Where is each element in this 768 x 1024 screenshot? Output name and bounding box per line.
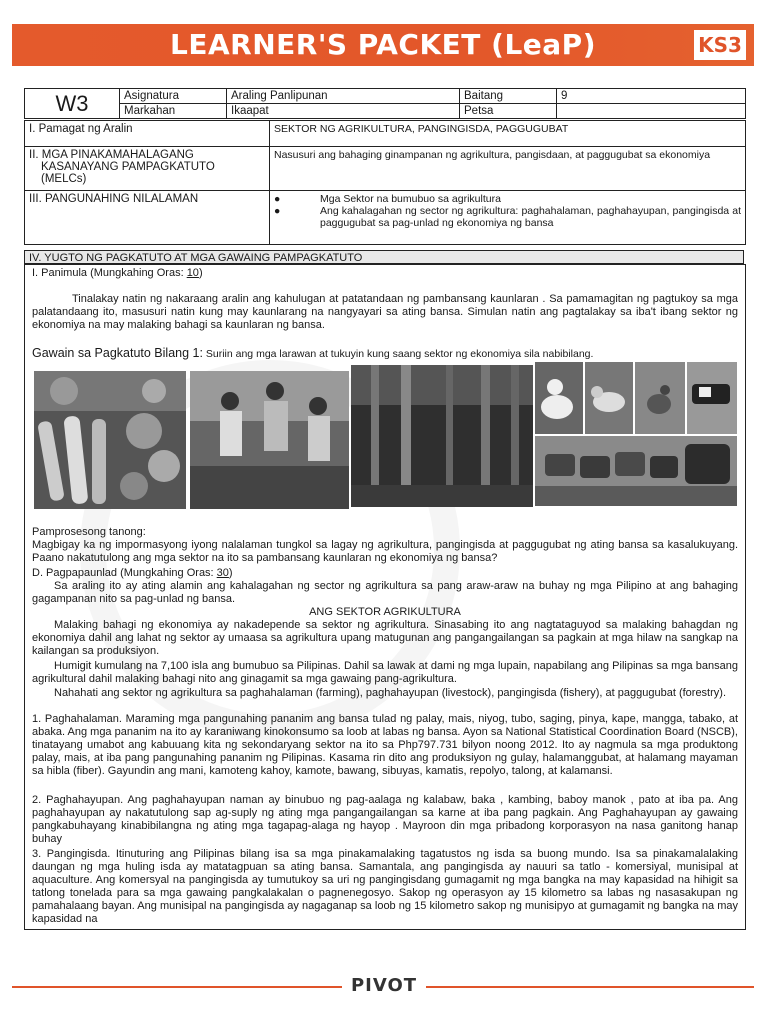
cattle-herd-photo — [535, 436, 737, 506]
paragraph-3: Nahahati ang sektor ng agrikultura sa paghahalaman (farming), paghahayupan (livestock), pangingisda (fishery), at paggugubat (forestry). — [54, 687, 726, 699]
item-pangingisda: 3. Pangingisda. Itinuturing ang Pilipinas bilang isa sa mga pinakamalaking tagatustos ng isda sa buong mundo. Isa sa pinakamalalaking daungan ng mga huling isda ay matatagpuan sa ating bansa. Samantala, ang pangingisda ay nauuri sa tatlo - komersiyal, munisipal at aquaculture. Ang komersyal na pangingisda ay tumutukoy sa uri ng pangingisdang gumagamit ng mga bangka na may kapasidad na hihigit sa tatlong tonelada para sa mga gawaing pangkalakalan o pagnenegosyo. Sakop ng operasyon ay 15 kilometro sa labas ng nasasakupan ng pamahalaang bayan. Ang munisipal na pangingisda ay nagaganap sa loob ng 15 kilometro sakop ng munisipyo at gumagamit ng bangka na may kapasidad na — [32, 848, 738, 925]
chickens-photo — [635, 362, 685, 434]
nilalaman-item: ● Ang kahalagahan ng sector ng agrikultura: paghahalaman, paghahayupan, pangingisda at paggugubat sa pag-unlad ng ekonomiya ng bansa — [274, 205, 741, 229]
goats-photo — [585, 362, 633, 434]
pamprosesong-label: Pamprosesong tanong: — [32, 526, 146, 538]
footer-line-left — [12, 986, 342, 988]
nilalaman-label: III. PANGUNAHING NILALAMAN — [25, 191, 270, 245]
header-banner — [12, 24, 754, 66]
farmers-photo — [190, 371, 349, 509]
nilalaman-item: ● Mga Sektor na bumubuo sa agrikultura — [274, 193, 501, 205]
pivot-logo: PIVOT — [350, 975, 418, 996]
asignatura-value: Araling Panlipunan — [227, 89, 460, 104]
asignatura-label: Asignatura — [120, 89, 227, 104]
footer-line-right — [426, 986, 754, 988]
paragraph-1: Malaking bahagi ng ekonomiya ay nakadepende sa sektor ng agrikultura. Sinasabing ito ang nagtataguyod sa malaking bahagdan ng ekonomiya dahil ang lahat ng sektor ay umaasa sa agrikultura upang matugunan ang pangangailangan sa pagkain at mga hilaw na sangkap na kailangan sa produksiyon. — [32, 619, 738, 657]
packet-title: LEARNER'S PACKET (LeaP) — [170, 28, 596, 61]
info-table — [24, 88, 746, 119]
vegetables-photo — [34, 371, 186, 509]
item-paghahayupan: 2. Paghahayupan. Ang paghahayupan naman ay binubuo ng pag-aalaga ng kalabaw, baka , kambing, baboy manok , pato at iba pa. Ang paghahayupan ay nakatutulong sap ag-suply ng ating mga pangangailangan sa karne at iba pang pagkain. Ang Paghahayupan ay gawaing pangkabuhayang kinabibilangna ng ating mga tagapag-alaga ng hayop . Mayroon din mga pribadong korporasyon na nasa ganitong hanap buhay — [32, 794, 738, 845]
markahan-label: Markahan — [120, 104, 227, 119]
key-stage-badge: KS3 — [694, 30, 746, 60]
pamagat-label: I. Pamagat ng Aralin — [25, 121, 270, 147]
petsa-value — [557, 104, 746, 119]
pagpapaunlad-paragraph: Sa araling ito ay ating alamin ang kahalagahan ng sector ng agrikultura sa pang araw-araw na buhay ng mga Pilipino at ang bahaging gagampanan nito sa pag-unlad ng bansa. — [32, 580, 738, 605]
baitang-value: 9 — [557, 89, 746, 104]
melcs-label: II. MGA PINAKAMAHALAGANG KASANAYANG PAMPAGKATUTO (MELCs) — [25, 147, 270, 191]
melcs-value: Nasusuri ang bahaging ginampanan ng agrikultura, pangisdaan, at paggugubat sa ekonomiya — [270, 147, 746, 191]
subheading: ANG SEKTOR AGRIKULTURA — [309, 606, 461, 618]
pagpapaunlad-heading: D. Pagpapaunlad (Mungkahing Oras: 30) — [32, 567, 233, 579]
panimula-heading: I. Panimula (Mungkahing Oras: 10) — [32, 267, 203, 279]
cow-photo — [687, 362, 737, 434]
baitang-label: Baitang — [460, 89, 557, 104]
nilalaman-list — [270, 191, 746, 245]
pamprosesong-question: Magbigay ka ng impormasyong iyong nalalaman tungkol sa lagay ng agrikultura, pangingisda at paggugubat ng ating bansa sa kasalukuyang. Paano nakatutulong ang mga sektor na ito sa pambansang kaunlaran ng ekonomiya ng bansa? — [32, 539, 738, 564]
petsa-label: Petsa — [460, 104, 557, 119]
section-title: IV. YUGTO NG PAGKATUTO AT MGA GAWAING PAMPAGKATUTO — [24, 250, 744, 264]
forest-photo — [351, 365, 533, 507]
markahan-value: Ikaapat — [227, 104, 460, 119]
pamagat-value: SEKTOR NG AGRIKULTURA, PANGINGISDA, PAGGUGUBAT — [270, 121, 746, 147]
paragraph-2: Humigit kumulang na 7,100 isla ang bumubuo sa Pilipinas. Dahil sa lawak at dami ng mga lupain, napabilang ang Pilipinas sa mga bansang agrikultural dahil malaking bahagi nito ang ginagamit sa mga gawaing pang-agrikultura. — [32, 660, 738, 685]
gawain-heading: Gawain sa Pagkatuto Bilang 1: Suriin ang mga larawan at tukuyin kung saang sektor ng ekonomiya sila nabibilang. — [32, 346, 594, 360]
lesson-meta-table — [24, 120, 746, 245]
ducks-photo — [535, 362, 583, 434]
week-label: W3 — [25, 89, 120, 119]
intro-paragraph: Tinalakay natin ng nakaraang aralin ang kahulugan at patatandaan ng pambansang kaunlaran . Sa pamamagitan ng pagtukoy sa mga palatandaang ito, masusuri natin kung may kaunlarang na nangyayari sa ating bansa. Simulan natin ang pagtalakay sa iba't ibang sektor ng ekonomiya na may malaking bahagi sa kaunlaran ng bansa. — [32, 293, 738, 331]
item-paghahalaman: 1. Paghahalaman. Maraming mga pangunahing pananim ang bansa tulad ng palay, mais, niyog, tubo, saging, pinya, kape, mangga, tabako, at abaka. Ang mga pananim na ito ay karaniwang kinokonsumo sa loob at labas ng bansa. Ayon sa National Statistical Coordination Board (NSCB), tinatayang umabot ang kabuuang kita ng sekondaryang sektor na ito sa Php797.731 bilyon noong 2012. Ito ay nagmula sa mga produktong palay, mais, at iba pang pangunahing pananim ng Pilipinas. Kasama rin dito ang produksiyon ng gulay, halamanggubat, at halamang mayaman sa hibla (fiber). Gayundin ang mani, kamoteng kahoy, kamote, bawang, sibuyas, kamatis, repolyo, talong, at kalamansi. — [32, 713, 738, 777]
